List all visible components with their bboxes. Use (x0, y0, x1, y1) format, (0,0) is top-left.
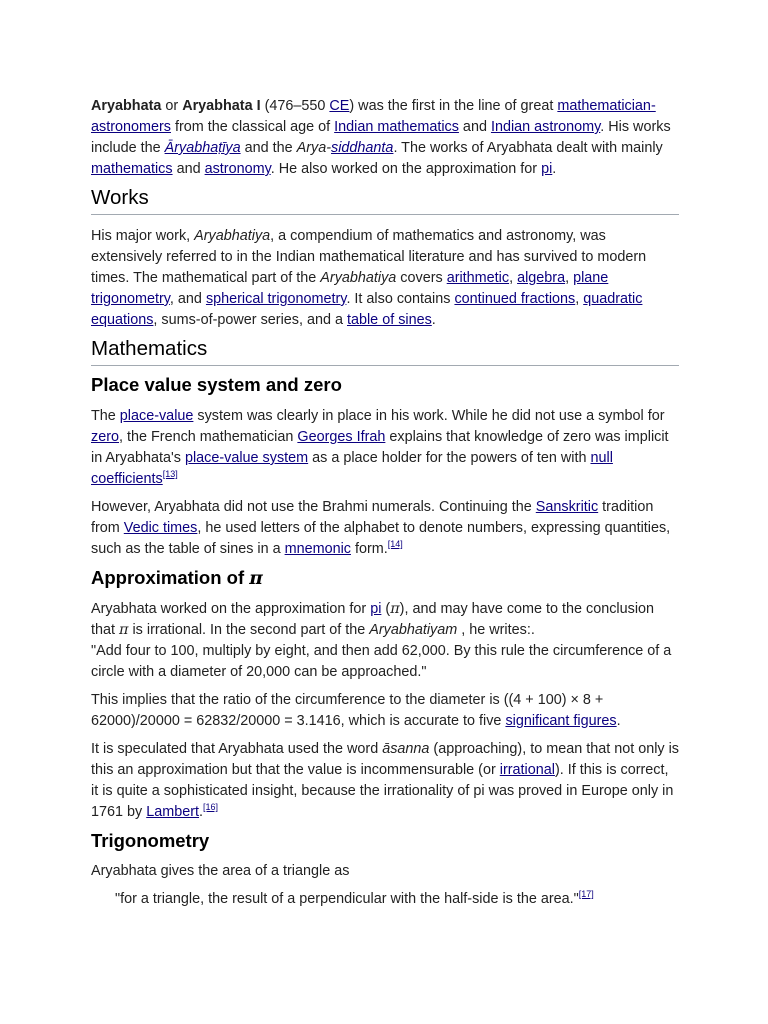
link-mnemonic[interactable]: mnemonic (284, 541, 351, 557)
link-irrational[interactable]: irrational (499, 762, 555, 778)
citation-14[interactable]: [14] (387, 539, 403, 549)
heading-place-value: Place value system and zero (91, 374, 342, 395)
link-coefficients[interactable]: coefficients (91, 471, 163, 487)
link-lambert[interactable]: Lambert (146, 804, 200, 820)
intro-paragraph: Aryabhata or Aryabhata I (476–550 CE) was the first in the line of great mathematician-astronomers from the classical age of Indian mathematics and Indian astronomy. His works include the Āryabhaṭīya and the Arya-siddhanta. The works of Aryabhata dealt with mainly mathematics and astronomy. He also worked on the approximation for pi. (91, 98, 671, 177)
article-content (91, 96, 679, 910)
link-algebra[interactable]: algebra (517, 270, 566, 286)
link-pi[interactable]: pi (541, 161, 553, 177)
link-pi-approx[interactable]: pi (370, 601, 382, 617)
pi-symbol: π (119, 622, 129, 638)
heading-approximation-of-pi: Approximation of π (91, 567, 263, 589)
link-vedic-times[interactable]: Vedic times (123, 520, 198, 536)
link-significant-figures[interactable]: significant figures (505, 713, 617, 729)
link-ce[interactable]: CE (329, 98, 350, 114)
link-mathematician-astronomers[interactable]: mathematician-astronomers (91, 98, 656, 135)
link-indian-mathematics[interactable]: Indian mathematics (334, 119, 459, 135)
link-plane-trigonometry[interactable]: plane trigonometry (91, 270, 609, 307)
link-quadratic-equations[interactable]: quadratic equations (91, 291, 643, 328)
link-georges-ifrah[interactable]: Georges Ifrah (297, 429, 386, 445)
link-mathematics[interactable]: mathematics (91, 161, 173, 177)
link-astronomy[interactable]: astronomy (204, 161, 271, 177)
citation-13[interactable]: [13] (162, 469, 178, 479)
link-aryabhatiya[interactable]: Āryabhaṭīya (164, 140, 241, 156)
citation-16[interactable]: [16] (203, 802, 219, 812)
pi-symbol: π (390, 601, 400, 617)
works-paragraph: His major work, Aryabhatiya, a compendium of mathematics and astronomy, was extensively referred to in the Indian mathematical literature and has survived to modern times. The mathematical part of the Aryabhatiya covers arithmetic, algebra, plane trigonometry, and spherical trigonometry. It also contains continued fractions, quadratic equations, sums-of-power series, and a table of sines. (91, 228, 647, 328)
link-siddhanta[interactable]: siddhanta (331, 140, 394, 156)
link-sanskritic[interactable]: Sanskritic (535, 499, 599, 515)
approx-pi-paragraph-3: It is speculated that Aryabhata used the word āsanna (approaching), to mean that not only is this an approximation but that the value is incommensurable (or irrational). If this is correct, it is quite a sophisticated insight, because the irrationality of pi was proved in Europe only in 1761 by Lambert.[16] (91, 741, 680, 820)
subject-name: Aryabhata (91, 98, 162, 114)
pi-symbol: π (249, 568, 263, 589)
heading-works: Works (91, 186, 679, 215)
link-indian-astronomy[interactable]: Indian astronomy (490, 119, 601, 135)
place-value-paragraph-2: However, Aryabhata did not use the Brahmi numerals. Continuing the Sanskritic tradition from Vedic times, he used letters of the alphabet to denote numbers, expressing quantities, such as the table of sines in a mnemonic form.[14] (91, 499, 671, 557)
heading-mathematics: Mathematics (91, 337, 679, 366)
citation-17[interactable]: [17] (578, 889, 594, 899)
heading-trigonometry: Trigonometry (91, 830, 210, 851)
pi-quote: "Add four to 100, multiply by eight, and then add 62,000. By this rule the circumference of a circle with a diameter of 20,000 can be approached." (91, 643, 672, 680)
link-continued-fractions[interactable]: continued fractions (454, 291, 576, 307)
link-place-value[interactable]: place-value (119, 408, 194, 424)
link-zero[interactable]: zero (91, 429, 119, 445)
approx-pi-paragraph-2: This implies that the ratio of the circumference to the diameter is ((4 + 100) × 8 + 62000)/20000 = 62832/20000 = 3.1416, which is accurate to five significant figures. (91, 692, 621, 729)
link-spherical-trigonometry[interactable]: spherical trigonometry (205, 291, 347, 307)
subject-alt-name: Aryabhata I (182, 98, 261, 114)
trigonometry-quote: "for a triangle, the result of a perpendicular with the half-side is the area."[17] (115, 889, 594, 907)
link-table-of-sines[interactable]: table of sines (346, 312, 432, 328)
approx-pi-paragraph-1: Aryabhata worked on the approximation for pi (π), and may have come to the conclusion that π is irrational. In the second part of the Aryabhatiyam , he writes:. "Add four to 100, multiply by eight, and then add 62,000. By this rule the circumference of a circle with a diameter of 20,000 can be approached." (91, 601, 672, 680)
link-arithmetic[interactable]: arithmetic (446, 270, 510, 286)
trigonometry-paragraph: Aryabhata gives the area of a triangle as (91, 863, 350, 879)
link-place-value-system[interactable]: place-value system (184, 450, 309, 466)
link-null[interactable]: null (590, 450, 613, 466)
place-value-paragraph-1: The place-value system was clearly in place in his work. While he did not use a symbol for zero, the French mathematician Georges Ifrah explains that knowledge of zero was implicit in Aryabhata's place-value system as a place holder for the powers of ten with null coefficients[13] (91, 408, 669, 487)
